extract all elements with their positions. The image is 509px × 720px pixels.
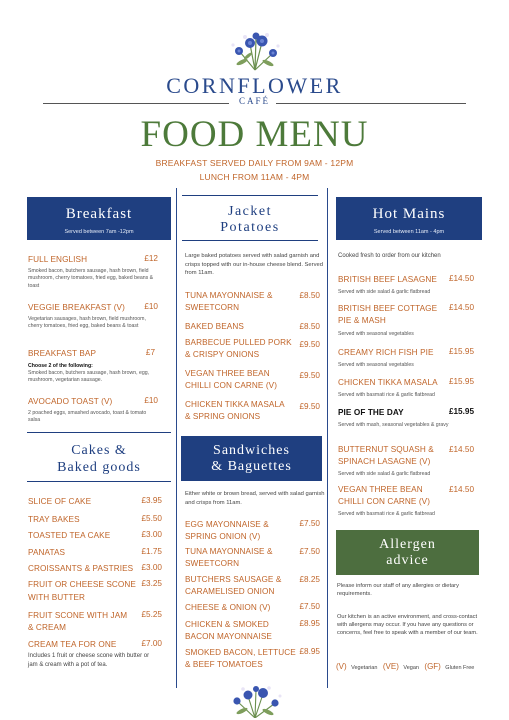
menu-item-price: £8.95: [299, 647, 320, 656]
menu-item-price: £14.50: [448, 485, 474, 494]
menu-item-price: £3.00: [141, 530, 162, 539]
menu-item-name-cont: WITH BUTTER: [28, 593, 86, 602]
cornflower-bouquet-icon: [220, 30, 290, 72]
menu-item-price: £8.50: [299, 291, 320, 300]
menu-item-name-cont: CHILLI CON CARNE (V): [185, 381, 278, 390]
menu-item-name: VEGAN THREE BEAN: [185, 369, 270, 378]
menu-item-name: TRAY BAKES: [28, 515, 80, 524]
sandwiches-header: [181, 436, 322, 481]
menu-item-name-cont: PIE & MASH: [338, 316, 386, 325]
brand-name: CORNFLOWER: [166, 73, 343, 98]
menu-item-price: £9.50: [299, 371, 320, 380]
menu-item-name: FRUIT OR CHEESE SCONE: [28, 580, 136, 589]
menu-item-desc: 2 poached eggs, smashed avocado, toast & tomato salsa: [28, 410, 147, 424]
menu-item-name: BRITISH BEEF LASAGNE: [338, 275, 437, 284]
menu-item-desc: Served with side salad & garlic flatbread: [338, 471, 431, 477]
menu-item-price: £8.25: [299, 575, 320, 584]
menu-item-desc: Served with basmati rice & garlic flatbread: [338, 392, 435, 398]
lunch-hours: LUNCH FROM 11AM - 4PM: [199, 172, 310, 182]
menu-item-desc: Smoked bacon, butchers sausage, hash brown, field mushroom, cherry tomatoes, fried egg, baked beans & toast: [28, 268, 154, 289]
cornflower-bouquet-icon: [220, 684, 290, 718]
menu-item-name: BRITISH BEEF COTTAGE: [338, 304, 438, 313]
allergen-text-1: Please inform our staff of any allergies or dietary requirements.: [337, 583, 459, 598]
hot-mains-intro: Cooked fresh to order from our kitchen: [338, 253, 441, 259]
menu-item-price: £14.50: [448, 303, 474, 312]
menu-item-price: £14.50: [448, 445, 474, 454]
menu-item-name-cont: SWEETCORN: [185, 559, 240, 568]
legend-label-vegetarian: Vegetarian: [351, 665, 378, 671]
jacket-intro: Large baked potatoes served with salad garnish and crisps topped with our in-house cheese blend. Served from 11am.: [185, 253, 323, 277]
menu-item-name: VEGGIE BREAKFAST (V): [28, 303, 125, 312]
menu-item-price: £5.25: [141, 610, 162, 619]
breakfast-subtitle: Served between 7am -12pm: [64, 229, 134, 235]
menu-item-name: FULL ENGLISH: [28, 255, 88, 264]
menu-item-name: CREAMY RICH FISH PIE: [338, 348, 434, 357]
menu-item-name-cont: CHILLI CON CARNE (V): [338, 497, 431, 506]
menu-item-desc: Includes 1 fruit or cheese scone with butter or jam & cream with a pot of tea.: [28, 653, 150, 668]
allergen-title-line1: Allergen: [379, 537, 436, 552]
menu-item-name: BARBECUE PULLED PORK: [185, 338, 292, 347]
menu-item-desc-heading: Choose 2 of the following:: [28, 363, 93, 369]
menu-item-price: £9.50: [299, 340, 320, 349]
menu-item-name-cont: & BEEF TOMATOES: [185, 660, 263, 669]
menu-item-name: FRUIT SCONE WITH JAM: [28, 611, 128, 620]
allergen-legend: [336, 656, 486, 674]
menu-item-price: £15.95: [448, 377, 474, 386]
cakes-title-line1: Cakes &: [71, 443, 127, 458]
column-divider-left: [176, 188, 177, 688]
cakes-header: [27, 432, 171, 482]
hot-mains-title: Hot Mains: [372, 206, 446, 222]
menu-item-name: AVOCADO TOAST (V): [28, 397, 113, 406]
jacket-title-line1: Jacket: [228, 204, 272, 219]
legend-code-gluten-free: (GF): [424, 662, 441, 671]
breakfast-hours: BREAKFAST SERVED DAILY FROM 9AM - 12PM: [155, 158, 354, 168]
menu-item-name: CHICKEN & SMOKED: [185, 620, 269, 629]
menu-item-price: £7.00: [141, 639, 162, 648]
menu-item-price: £5.50: [141, 514, 162, 523]
jacket-title-line2: Potatoes: [220, 220, 280, 235]
menu-item-price: £14.50: [448, 274, 474, 283]
allergen-title-line2: advice: [386, 553, 429, 568]
sandwiches-title-line2: & Baguettes: [211, 459, 292, 474]
breakfast-title: Breakfast: [65, 206, 133, 222]
menu-item-name: BUTTERNUT SQUASH &: [338, 445, 434, 454]
menu-item-price: £1.75: [141, 547, 162, 556]
hot-mains-subtitle: Served between 11am - 4pm: [373, 229, 445, 235]
menu-item-name: CROISSANTS & PASTRIES: [28, 564, 134, 573]
menu-item-price: £12: [144, 254, 158, 263]
menu-item-name-cont: & CRISPY ONIONS: [185, 350, 260, 359]
menu-item-price: £9.50: [299, 402, 320, 411]
menu-item-price: £10: [144, 302, 158, 311]
allergen-header: [336, 530, 479, 575]
menu-item-name: CREAM TEA FOR ONE: [28, 640, 117, 649]
menu-item-desc: Served with seasonal vegetables: [338, 331, 414, 337]
menu-item-desc: Served with seasonal vegetables: [338, 362, 414, 368]
menu-item-name: EGG MAYONNAISE &: [185, 520, 269, 529]
menu-item-name: BAKED BEANS: [185, 322, 244, 331]
menu-item-price: £7.50: [299, 519, 320, 528]
menu-item-name: TUNA MAYONNAISE &: [185, 547, 273, 556]
menu-item-name: CHICKEN TIKKA MASALA: [338, 378, 438, 387]
legend-code-vegan: (VE): [382, 662, 399, 671]
sandwiches-title-line1: Sandwiches: [213, 443, 290, 458]
menu-item-name-cont: SWEETCORN: [185, 303, 240, 312]
menu-item-name: VEGAN THREE BEAN: [338, 485, 423, 494]
menu-item-name: PANATAS: [28, 548, 66, 557]
breakfast-header: [27, 197, 171, 240]
menu-item-name-cont: BACON MAYONNAISE: [185, 632, 272, 641]
menu-item-desc: Served with mash, seasonal vegetables & gravy: [338, 422, 449, 428]
column-divider-right: [327, 188, 328, 688]
menu-item-name-cont: CARAMELISED ONION: [185, 587, 275, 596]
menu-item-price: £15.95: [448, 347, 474, 356]
menu-item-name: TUNA MAYONNAISE &: [185, 291, 273, 300]
hot-mains-header: [336, 197, 482, 240]
menu-item-desc: Served with side salad & garlic flatbread: [338, 289, 431, 295]
menu-item-desc: Served with basmati rice & garlic flatbread: [338, 511, 435, 517]
menu-item-name: BREAKFAST BAP: [28, 349, 97, 358]
menu-item-price: £10: [144, 396, 158, 405]
cakes-title-line2: Baked goods: [57, 460, 141, 475]
menu-item-price: £15.95: [448, 407, 474, 416]
menu-item-name: TOASTED TEA CAKE: [28, 531, 111, 540]
legend-label-vegan: Vegan: [403, 665, 419, 671]
menu-item-name-cont: SPRING ONION (V): [185, 532, 261, 541]
page-title: FOOD MENU: [140, 114, 369, 155]
legend-code-vegetarian: (V): [336, 662, 347, 671]
menu-item-name-cont: & SPRING ONIONS: [185, 412, 261, 421]
menu-item-name: CHEESE & ONION (V): [185, 603, 271, 612]
menu-item-price: £7.50: [299, 547, 320, 556]
menu-item-name: SMOKED BACON, LETTUCE: [185, 648, 296, 657]
menu-item-name-cont: & CREAM: [28, 623, 67, 632]
menu-item-price: £7: [145, 348, 155, 357]
menu-item-name: PIE OF THE DAY: [338, 408, 404, 417]
menu-item-price: £3.00: [141, 563, 162, 572]
menu-item-name: BUTCHERS SAUSAGE &: [185, 575, 282, 584]
menu-item-desc: Vegetarian sausages, hash brown, field mushroom, cherry tomatoes, fried egg, baked beans & toast: [28, 316, 146, 330]
allergen-text-2: Our kitchen is an active environment, and cross-contact with allergens may occur. If you have any questions or concerns, feel free to speak with a member of our team.: [337, 614, 478, 637]
menu-item-price: £3.95: [141, 496, 162, 505]
menu-item-name: SLICE OF CAKE: [28, 497, 92, 506]
jacket-header: [182, 195, 318, 241]
menu-item-price: £7.50: [299, 602, 320, 611]
brand-sub: CAFÉ: [238, 96, 270, 106]
menu-item-price: £3.25: [141, 579, 162, 588]
menu-item-name-cont: SPINACH LASAGNE (V): [338, 457, 431, 466]
menu-item-price: £8.95: [299, 619, 320, 628]
menu-item-desc: Smoked bacon, butchers sausage, hash brown, egg, mushroom, vegetarian sausage.: [28, 370, 150, 384]
menu-item-name: CHICKEN TIKKA MASALA: [185, 400, 285, 409]
sandwiches-intro: Either white or brown bread, served with salad garnish and crisps from 11am.: [185, 491, 325, 506]
legend-label-gluten-free: Gluten Free: [445, 665, 475, 671]
menu-item-price: £8.50: [299, 322, 320, 331]
